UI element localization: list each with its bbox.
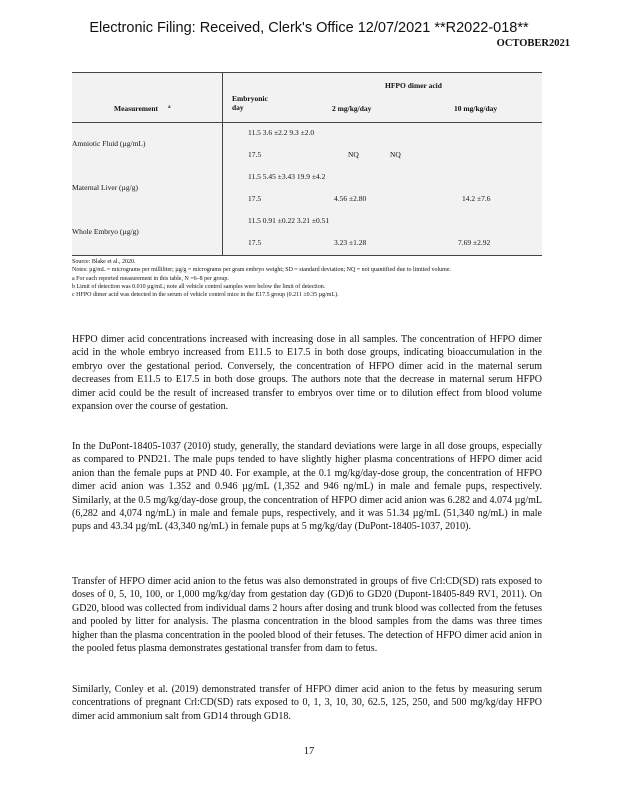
row-embryo-day: 17.5	[248, 238, 262, 247]
data-table	[72, 72, 542, 256]
table-bottom-rule	[72, 255, 542, 256]
row-liver-e11: 11.5 5.45 ±3.43 19.9 ±4.2	[248, 172, 326, 181]
row-amniotic-day: 17.5	[248, 150, 262, 159]
column-header-2mg: 2 mg/kg/day	[332, 104, 372, 113]
note-b: b Limit of detection was 0.010 µg/mL; note all vehicle control samples were below the limit of detection.	[72, 283, 326, 290]
row-label-liver: Maternal Liver (µg/g)	[72, 183, 138, 192]
row-liver-day: 17.5	[248, 194, 262, 203]
column-header-day: Embryonic day	[232, 94, 268, 112]
note-abbreviations: Notes: µg/mL = micrograms per milliliter; µg/g = micrograms per gram embryo weight; SD = standard deviation; NQ = not quantified due to limited volume.	[72, 267, 451, 274]
row-liver-2mg: 4.56 ±2.80	[334, 194, 367, 203]
row-label-amniotic: Amniotic Fluid (µg/mL)	[72, 139, 146, 148]
filing-header: Electronic Filing: Received, Clerk's Office 12/07/2021 **R2022-018**	[89, 20, 529, 36]
column-group-header: HFPO dimer acid	[385, 81, 442, 90]
row-amniotic-2mg: NQ	[348, 150, 359, 159]
paragraph-dupont-1037: In the DuPont-18405-1037 (2010) study, generally, the standard deviations were large in all dose groups, especially as compared to PND21. The male pups tended to have slightly higher plasma concentrations of HFPO dimer acid anion than the female pups at PND 40. For example, at the 0.1 mg/kg/day-dose group, the concentration of HFPO dimer acid anion was 1.352 and 0.946 µg/mL (1,352 and 946 ng/mL) in male and female pups, respectively. Similarly, at the 0.5 mg/kg/day-dose group, the concentration of HFPO dimer acid anion was 6.282 and 4.074 µg/mL (6,282 and 4,074 ng/mL) in male and female pups, respectively, and it was 51.34 µg/mL (51,340 ng/mL) in male pups and 43.34 µg/mL (43,340 ng/mL) in female pups at 5 mg/kg/day (DuPont-18405-1037, 2010).	[72, 441, 542, 533]
report-date: OCTOBER2021	[496, 38, 570, 49]
note-source: Source: Blake et al., 2020.	[72, 259, 136, 265]
row-label-embryo: Whole Embryo (µg/g)	[72, 227, 139, 236]
row-amniotic-10mg: NQ	[390, 150, 401, 159]
row-embryo-e11: 11.5 0.91 ±0.22 3.21 ±0.51	[248, 216, 330, 225]
column-header-measurement	[114, 104, 171, 113]
table-notes	[72, 258, 552, 299]
row-liver-10mg: 14.2 ±7.6	[462, 194, 491, 203]
note-a: a For each reported measurement in this table, N =6–8 per group.	[72, 275, 229, 282]
column-header-10mg: 10 mg/kg/day	[454, 104, 498, 113]
page-number: 17	[303, 746, 315, 757]
paragraph-conley: Similarly, Conley et al. (2019) demonstrated transfer of HFPO dimer acid anion to the fetus by measuring serum concentrations of pregnant Crl:CD(SD) rats exposed to 0, 1, 3, 10, 30, 62.5, 125, 250, and 500 mg/kg/day HFPO dimer acid ammonium salt from GD14 through GD18.	[72, 684, 542, 722]
row-embryo-10mg: 7.69 ±2.92	[458, 238, 491, 247]
measurement-label: Measurement	[114, 104, 159, 113]
paragraph-fetal-transfer: Transfer of HFPO dimer acid anion to the fetus was also demonstrated in groups of five Crl:CD(SD) rats exposed to doses of 0, 5, 10, 100, or 1,000 mg/kg/day from gestation day (GD)6 to GD20 (Dupont-18405-849 RV1, 2011). On GD20, blood was collected from individual dams 2 hours after dosing and trunk blood was collected from the fetuses and pooled by litter for analysis. The plasma concentration in the blood samples from the dams was three times higher than the plasma concentration in the pooled blood of their fetuses. The detection of HFPO dimer acid anion in the pooled fetus plasma demonstrates gestational transfer from dam to fetus.	[72, 576, 542, 655]
row-amniotic-e11: 11.5 3.6 ±2.2 9.3 ±2.0	[248, 128, 315, 137]
table-top-rule	[72, 72, 542, 73]
table-column-rule	[222, 72, 223, 256]
note-c: c HFPO dimer acid was detected in the serum of vehicle control mice in the E17.5 group (0.211 ±0.35 µg/mL).	[72, 292, 339, 299]
paragraph-concentrations: HFPO dimer acid concentrations increased with increasing dose in all samples. The concentration of HFPO dimer acid in the whole embryo increased from E11.5 to E17.5 in both dose groups, indicating bioaccumulation in the embryo over the gestational period. Conversely, the concentration of HFPO dimer acid in the maternal serum decreases from E11.5 to E17.5 in both dose groups. The authors note that the decrease in maternal serum HFPO dimer acid could be the result of increased transfer to embryos over time or to dilution effect from blood volume expansion over the course of gestation.	[72, 334, 542, 413]
row-embryo-2mg: 3.23 ±1.28	[334, 238, 367, 247]
measurement-sup: a	[168, 104, 171, 110]
table-header-rule	[72, 122, 542, 123]
